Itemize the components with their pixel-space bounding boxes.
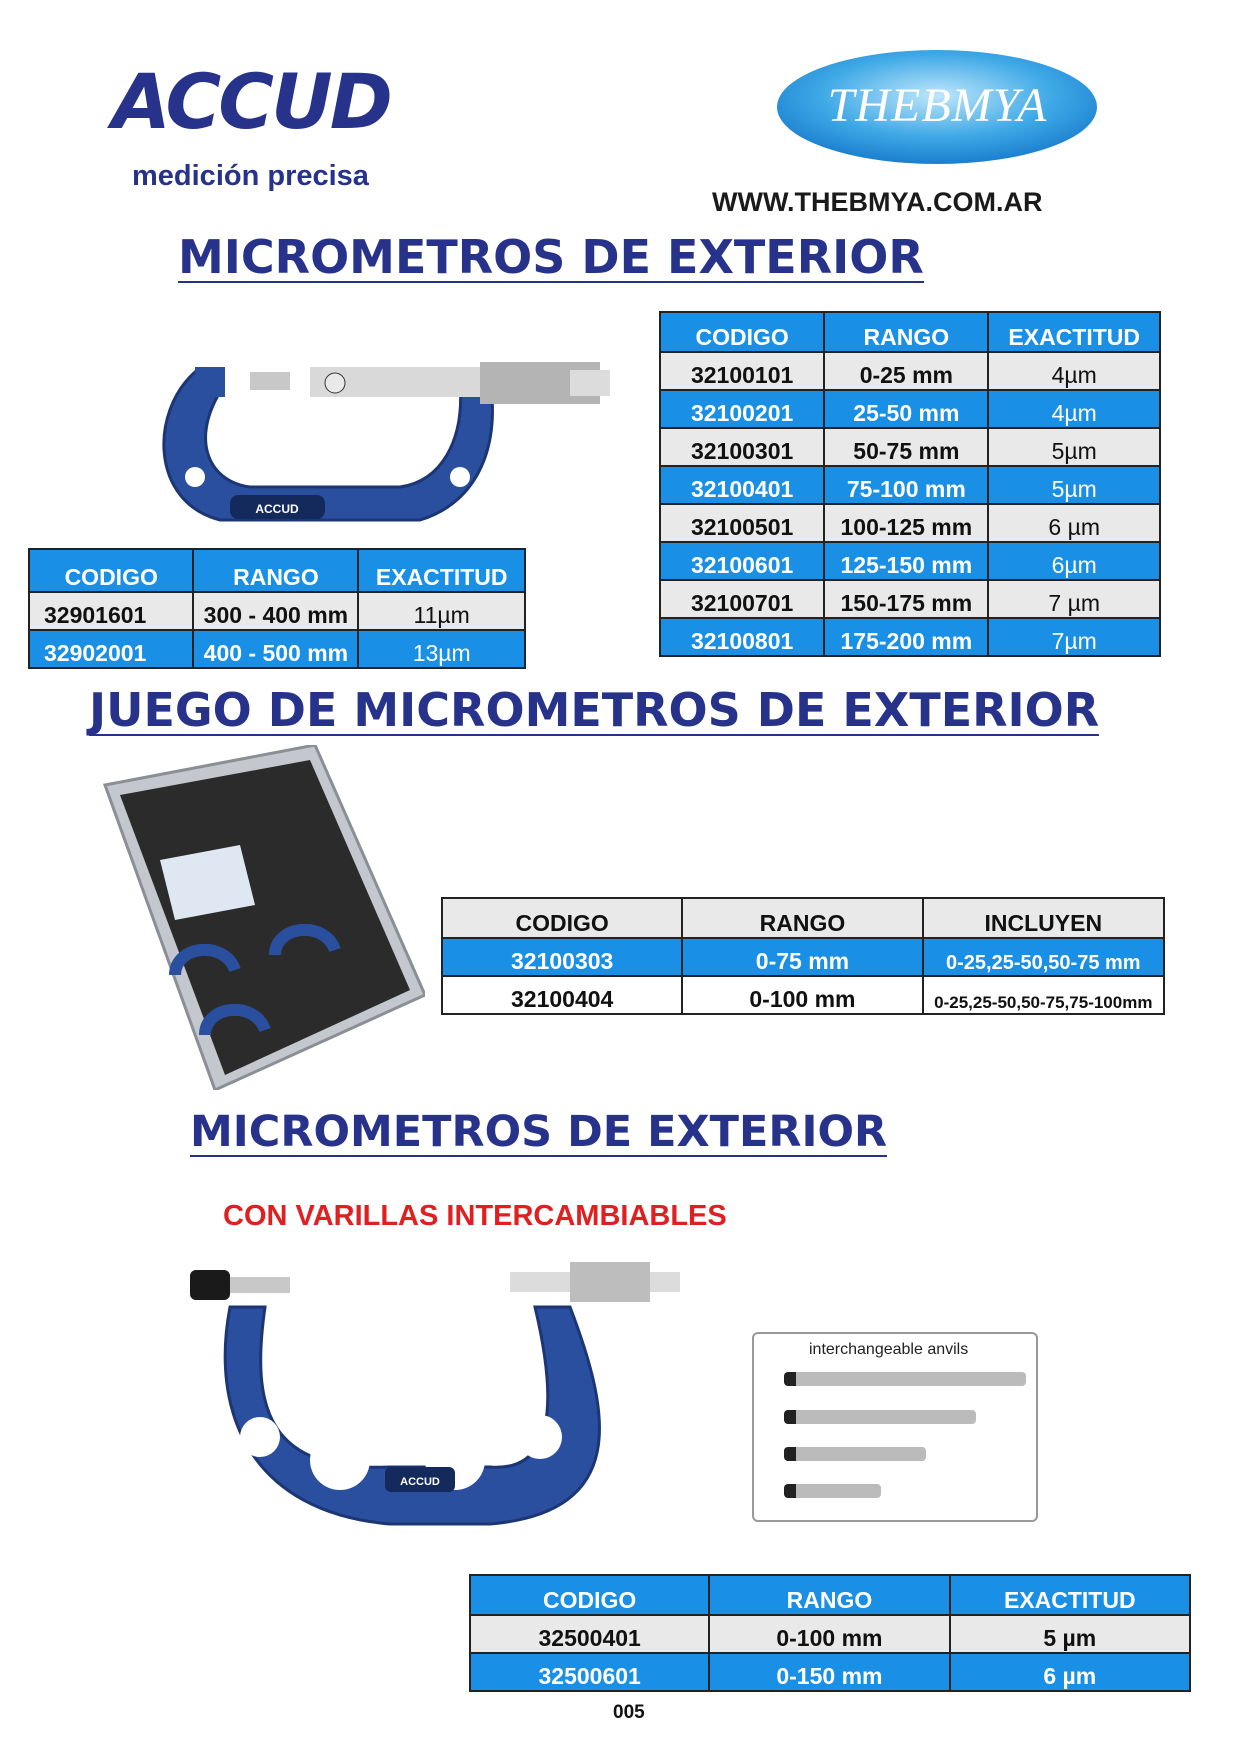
cell-exactitud: 5µm [988,428,1160,466]
table-row [660,352,1160,390]
cell-rango: 50-75 mm [824,428,988,466]
spec-table-large [659,311,1161,657]
cell-rango: 0-75 mm [682,938,922,976]
header-exactitud: EXACTITUD [950,1575,1190,1615]
cell-rango: 400 - 500 mm [193,630,358,668]
cell-rango: 0-100 mm [709,1615,949,1653]
set-spec-table [441,897,1165,1015]
table-row [660,428,1160,466]
cell-codigo: 32901601 [29,592,193,630]
cell-exactitud: 5µm [988,466,1160,504]
cell-rango: 175-200 mm [824,618,988,656]
section3-subtitle: CON VARILLAS INTERCAMBIABLES [223,1200,727,1232]
table-row [660,618,1160,656]
anvil-rod [784,1484,881,1498]
cell-rango: 0-100 mm [682,976,922,1014]
header-rango: RANGO [682,898,922,938]
cell-incluyen: 0-25,25-50,50-75 mm [923,938,1164,976]
cell-codigo: 32100404 [442,976,682,1014]
anvils-image [752,1332,1038,1522]
cell-codigo: 32100303 [442,938,682,976]
table-row [660,542,1160,580]
cell-exactitud: 13µm [358,630,525,668]
cell-codigo: 32100201 [660,390,824,428]
website-url[interactable]: WWW.THEBMYA.COM.AR [712,187,1043,217]
table-row [442,938,1164,976]
cell-exactitud: 7µm [988,618,1160,656]
cell-codigo: 32100701 [660,580,824,618]
thebmya-logo: THEBMYA [827,79,1048,132]
micrometer-image [150,352,620,530]
section3-title: MICROMETROS DE EXTERIOR [190,1107,888,1157]
section2-title: JUEGO DE MICROMETROS DE EXTERIOR [89,683,1100,737]
table-row [29,592,525,630]
cell-rango: 0-150 mm [709,1653,949,1691]
table-row [660,466,1160,504]
anvil-rod [784,1447,926,1461]
header-codigo: CODIGO [470,1575,709,1615]
interchangeable-spec-table [469,1574,1191,1692]
cell-rango: 300 - 400 mm [193,592,358,630]
spec-table-small [28,548,526,669]
table-row [29,630,525,668]
cell-rango: 75-100 mm [824,466,988,504]
header-exactitud: EXACTITUD [988,312,1160,352]
cell-exactitud: 4µm [988,390,1160,428]
micrometer-set-case-image [95,745,425,1090]
cell-codigo: 32100601 [660,542,824,580]
anvils-label: interchangeable anvils [809,1341,969,1358]
cell-codigo: 32100801 [660,618,824,656]
header-codigo: CODIGO [442,898,682,938]
table-row [442,976,1164,1014]
header-codigo: CODIGO [660,312,824,352]
cell-exactitud: 4µm [988,352,1160,390]
accud-logo: ACCUD [112,57,390,146]
cell-exactitud: 7 µm [988,580,1160,618]
cell-exactitud: 6 µm [950,1653,1190,1691]
brand-tagline: medición precisa [132,160,369,192]
table-row [470,1615,1190,1653]
section1-title: MICROMETROS DE EXTERIOR [178,230,924,284]
header-rango: RANGO [709,1575,949,1615]
cell-exactitud: 6µm [988,542,1160,580]
cell-codigo: 32100301 [660,428,824,466]
cell-codigo: 32100501 [660,504,824,542]
micrometer-brand-label: ACCUD [255,502,299,516]
header-rango: RANGO [824,312,988,352]
table-row [660,390,1160,428]
cell-exactitud: 11µm [358,592,525,630]
cell-codigo: 32500401 [470,1615,709,1653]
cell-exactitud: 5 µm [950,1615,1190,1653]
cell-codigo: 32100101 [660,352,824,390]
cell-rango: 100-125 mm [824,504,988,542]
table-row [660,580,1160,618]
cell-rango: 150-175 mm [824,580,988,618]
header-exactitud: EXACTITUD [358,549,525,592]
cell-codigo: 32100401 [660,466,824,504]
cell-codigo: 32500601 [470,1653,709,1691]
cell-rango: 125-150 mm [824,542,988,580]
micrometer-brand-label: ACCUD [400,1476,440,1488]
cell-rango: 0-25 mm [824,352,988,390]
table-row [660,504,1160,542]
cell-codigo: 32902001 [29,630,193,668]
cell-exactitud: 6 µm [988,504,1160,542]
page-number: 005 [613,1702,645,1723]
header-rango: RANGO [193,549,358,592]
anvil-rod [784,1372,1026,1386]
cell-rango: 25-50 mm [824,390,988,428]
cell-incluyen: 0-25,25-50,50-75,75-100mm [923,976,1164,1014]
table-row [470,1653,1190,1691]
anvil-rod [784,1410,976,1424]
header-incluyen: INCLUYEN [923,898,1164,938]
header-codigo: CODIGO [29,549,193,592]
micrometer-interchangeable-image [190,1262,720,1532]
